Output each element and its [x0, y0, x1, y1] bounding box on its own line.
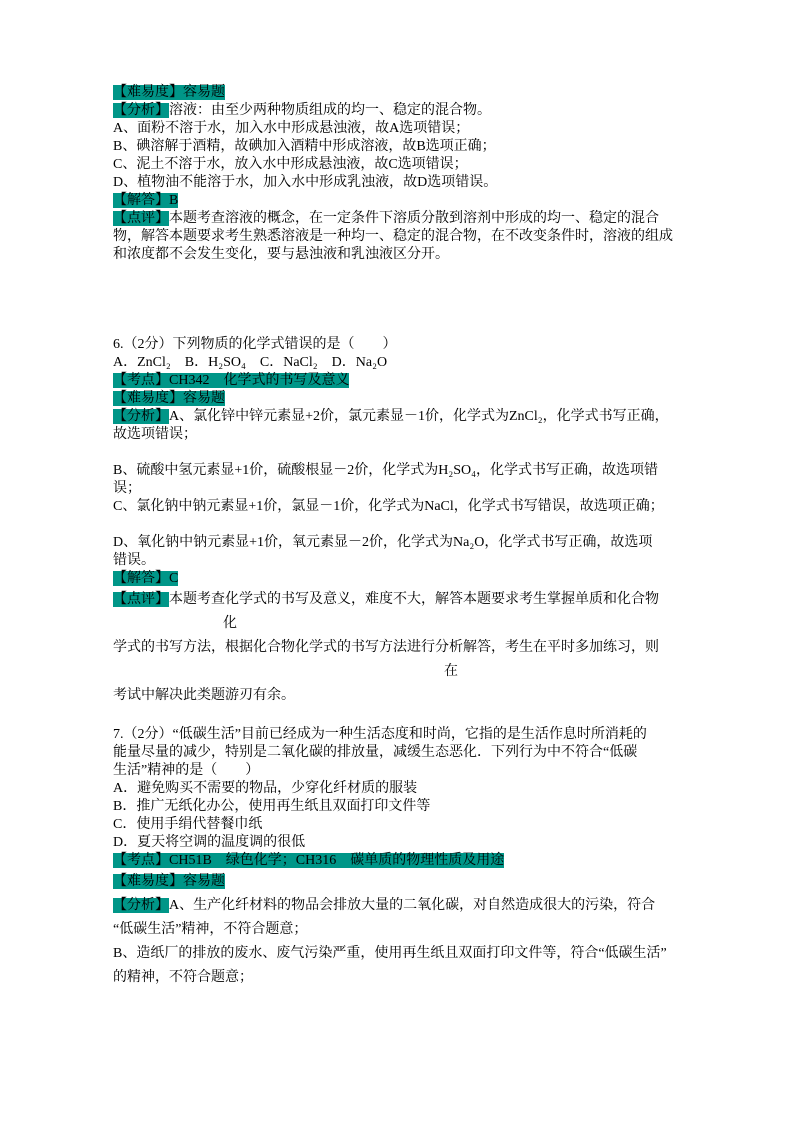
text-run: 和浓度都不会发生变化，要与悬浊液和乳浊液区分开。	[113, 247, 449, 262]
text-line	[113, 84, 683, 102]
text-run: 物，解答本题要求考生熟悉溶液是一种均一、稳定的混合物，在不改变条件时，溶液的组成	[113, 229, 673, 244]
text-line	[113, 852, 683, 870]
text-run: D、植物油不能溶于水，加入水中形成乳浊液，故D选项错误。	[113, 175, 498, 190]
highlighted-label: 【难易度】容易题	[113, 391, 225, 406]
highlighted-label: 【考点】CH51B 绿色化学；CH316 碳单质的物理性质及用途	[113, 853, 505, 868]
text-run: 的精神，不符合题意；	[113, 970, 253, 985]
text-line	[113, 552, 683, 570]
text-line	[113, 480, 683, 498]
highlighted-label: 【难易度】容易题	[113, 874, 225, 889]
text-line	[113, 462, 683, 480]
highlighted-label: 【分析】	[113, 103, 169, 118]
text-line	[113, 942, 683, 966]
text-run: B、碘溶解于酒精，故碘加入酒精中形成溶液，故B选项正确；	[113, 139, 496, 154]
text-run: C、氯化钠中钠元素显+1价，氯显－1价，化学式为NaCl，化学式书写错误，故选项正确；	[113, 499, 664, 514]
text-run: 6.（2分）下列物质的化学式错误的是（ ）	[113, 337, 397, 352]
blank-line	[113, 264, 683, 282]
text-run: 溶液：由至少两种物质组成的均一、稳定的混合物。	[169, 103, 491, 118]
highlighted-label: 【点评】	[113, 211, 169, 226]
text-run: “低碳生活”精神，不符合题意；	[113, 922, 308, 937]
text-line	[113, 138, 683, 156]
blank-line	[113, 282, 683, 300]
text-line	[113, 102, 683, 120]
text-line	[113, 834, 683, 852]
highlighted-label: 【难易度】容易题	[113, 85, 225, 100]
text-run: C．使用手绢代替餐巾纸	[113, 817, 263, 832]
text-line	[113, 636, 683, 660]
highlighted-label: 【考点】CH342 化学式的书写及意义	[113, 373, 350, 388]
q5-answer-block	[113, 84, 683, 336]
text-line	[113, 228, 683, 246]
text-run: 考试中解决此类题游刃有余。	[113, 688, 295, 703]
text-line	[113, 498, 683, 516]
gap-block	[113, 708, 683, 726]
text-run: 本题考查化学式的书写及意义，难度不大，解答本题要求考生掌握单质和化合物	[169, 592, 659, 607]
highlighted-label: 【点评】	[113, 592, 169, 607]
blank-line	[113, 444, 683, 462]
text-run: B．推广无纸化办公，使用再生纸且双面打印文件等	[113, 799, 431, 814]
text-run: A．避免购买不需要的物品，少穿化纤材质的服装	[113, 781, 418, 796]
text-run: 故选项错误；	[113, 427, 197, 442]
text-line	[223, 612, 683, 636]
text-line	[113, 156, 683, 174]
text-line	[113, 684, 683, 708]
text-run: D、氧化钠中钠元素显+1价，氧元素显－2价，化学式为Na₂O，化学式书写正确，故选项	[113, 535, 653, 550]
text-line	[444, 660, 683, 684]
highlighted-label: 【解答】C	[113, 571, 179, 586]
text-run: B、造纸厂的排放的废水、废气污染严重，使用再生纸且双面打印文件等，符合“低碳生活”	[113, 946, 667, 961]
text-line	[113, 390, 683, 408]
text-line	[113, 894, 683, 918]
text-line	[113, 780, 683, 798]
text-run: 学式的书写方法，根据化合物化学式的书写方法进行分析解答，考生在平时多加练习，则	[113, 640, 659, 655]
text-line	[113, 372, 683, 390]
text-line	[113, 870, 683, 894]
q6-review-block	[113, 588, 683, 708]
text-run: 本题考查溶液的概念，在一定条件下溶质分散到溶剂中形成的均一、稳定的混合	[169, 211, 659, 226]
text-run: B、硫酸中氢元素显+1价，硫酸根显－2价，化学式为H₂SO₄，化学式书写正确，故选项错	[113, 463, 658, 478]
text-run: A、氯化锌中锌元素显+2价，氯元素显－1价，化学式为ZnCl₂，化学式书写正确，	[169, 409, 669, 424]
text-line	[113, 744, 683, 762]
text-run: A、面粉不溶于水，加入水中形成悬浊液，故A选项错误；	[113, 121, 470, 136]
text-line	[113, 336, 683, 354]
highlighted-label: 【分析】	[113, 409, 169, 424]
highlighted-label: 【分析】	[113, 898, 169, 913]
text-line	[113, 570, 683, 588]
text-run: 在	[444, 664, 458, 679]
text-run: 7.（2分）“低碳生活”目前已经成为一种生活态度和时尚，它指的是生活作息时所消耗的	[113, 727, 647, 742]
text-run: 能量尽量的减少，特别是二氧化碳的排放量，减缓生态恶化．下列行为中不符合“低碳	[113, 745, 638, 760]
q7-analysis-block	[113, 870, 683, 990]
text-run: D．夏天将空调的温度调的很低	[113, 835, 306, 850]
blank-line	[113, 318, 683, 336]
text-run: A．ZnCl₂ B．H₂SO₄ C．NaCl₂ D．Na₂O	[113, 355, 388, 370]
text-line	[113, 426, 683, 444]
text-line	[113, 354, 683, 372]
q7-block	[113, 726, 683, 870]
text-run: 化	[223, 616, 237, 631]
text-line	[113, 588, 683, 612]
text-line	[113, 192, 683, 210]
text-line	[113, 408, 683, 426]
text-run: C、泥土不溶于水，放入水中形成悬浊液，故C选项错误；	[113, 157, 468, 172]
blank-line	[113, 516, 683, 534]
text-line	[113, 918, 683, 942]
text-line	[113, 816, 683, 834]
text-run: 误；	[113, 481, 141, 496]
text-line	[113, 726, 683, 744]
document-content	[113, 84, 683, 990]
text-line	[113, 798, 683, 816]
text-line	[113, 174, 683, 192]
text-run: 生活”精神的是（ ）	[113, 763, 260, 778]
highlighted-label: 【解答】B	[113, 193, 179, 208]
text-run: 错误。	[113, 553, 155, 568]
text-line	[113, 966, 683, 990]
text-line	[113, 210, 683, 228]
text-line	[113, 120, 683, 138]
text-line	[113, 534, 683, 552]
blank-line	[113, 708, 683, 726]
blank-line	[113, 300, 683, 318]
text-line	[113, 246, 683, 264]
q6-block	[113, 336, 683, 588]
text-line	[113, 762, 683, 780]
text-run: A、生产化纤材料的物品会排放大量的二氧化碳，对自然造成很大的污染，符合	[169, 898, 656, 913]
